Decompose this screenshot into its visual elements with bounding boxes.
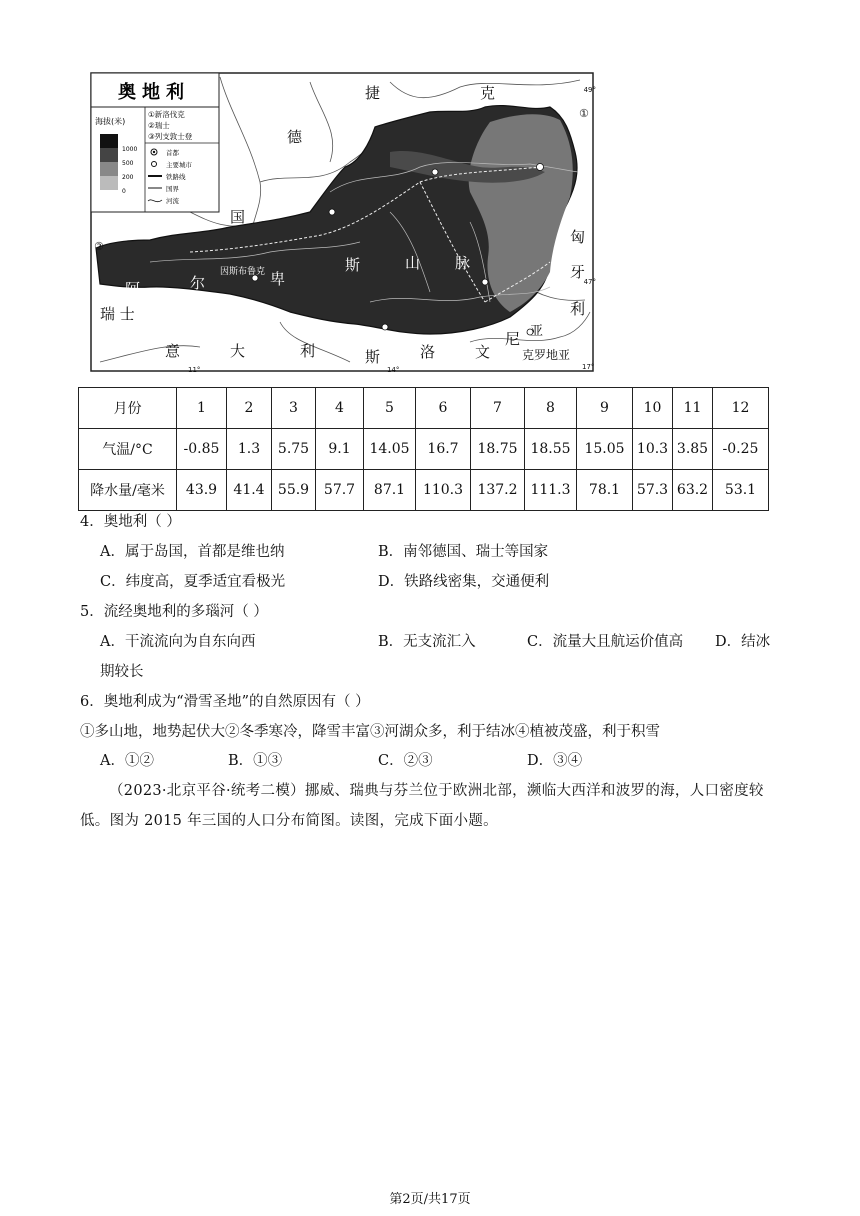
label-czech-1: 捷 [365, 84, 381, 102]
austria-map-svg [90, 72, 594, 372]
label-italy-2: 大 [230, 342, 246, 360]
table-row [79, 470, 769, 511]
label-hungary-2: 牙 [570, 263, 586, 281]
legend-numbered-3: ③列支敦士登 [148, 132, 193, 141]
table-cell: -0.85 [177, 429, 227, 470]
q6-option-d: D．③④ [527, 753, 583, 769]
map-title: 奥地利 [118, 82, 190, 103]
label-innsbruck: 因斯布鲁克 [220, 267, 266, 277]
label-slovenia-4: 尼 [505, 330, 521, 348]
page-footer: 第2页/共17页 [389, 1192, 471, 1207]
table-cell: 16.7 [416, 429, 471, 470]
label-lon14: 14° [387, 366, 400, 374]
table-cell: 4 [316, 388, 364, 429]
table-cell: 110.3 [416, 470, 471, 511]
q4-option-c: C．纬度高，夏季适宜看极光 [100, 574, 286, 590]
table-cell: 9 [577, 388, 633, 429]
label-slovenia-2: 洛 [420, 343, 436, 361]
table-cell: 7 [471, 388, 525, 429]
table-row-label: 气温/°C [79, 429, 177, 470]
q6-option-c: C．②③ [378, 753, 433, 769]
legend-numbered-1: ①新洛伐克 [148, 110, 185, 119]
legend-level-500: 500 [122, 160, 134, 167]
table-cell: 10.3 [633, 429, 673, 470]
label-alps-1: 阿 [125, 280, 141, 298]
q5-option-c: C．流量大且航运价值高 [527, 634, 684, 650]
legend-symbol-border: 国界 [166, 185, 179, 193]
table-cell: 14.05 [364, 429, 416, 470]
label-croatia: 克罗地亚 [522, 348, 571, 362]
city-marker [382, 324, 388, 330]
label-hungary-3: 利 [570, 300, 586, 318]
table-row-label: 月份 [79, 388, 177, 429]
label-lat47: 47° [583, 278, 596, 286]
legend-swatch-500 [100, 148, 118, 162]
table-cell: 63.2 [673, 470, 713, 511]
label-lat49: 49° [583, 86, 596, 94]
table-cell: 1.3 [227, 429, 272, 470]
capital-marker [537, 164, 544, 171]
q5-option-b: B．无支流汇入 [378, 634, 476, 650]
q6-statements: ①多山地，地势起伏大②冬季寒冷，降雪丰富③河湖众多，利于结冰④植被茂盛，利于积雪 [80, 724, 660, 740]
table-row [79, 429, 769, 470]
legend-swatch-1000 [100, 134, 118, 148]
table-cell: 18.55 [525, 429, 577, 470]
q5-option-d-continued: 期较长 [100, 664, 144, 680]
table-cell: 43.9 [177, 470, 227, 511]
legend-symbol-river: 河流 [166, 197, 179, 205]
legend-symbol-railway: 铁路线 [166, 173, 186, 181]
table-cell: 15.05 [577, 429, 633, 470]
climate-table [78, 387, 769, 511]
q4-option-b: B．南邻德国、瑞士等国家 [378, 544, 549, 560]
label-alps-5: 山 [405, 254, 421, 272]
q4-option-a: A．属于岛国，首都是维也纳 [100, 544, 285, 560]
table-cell: 5 [364, 388, 416, 429]
label-circle-2: ② [94, 240, 104, 253]
label-germany-guo: 国 [230, 208, 246, 226]
legend-swatch-0 [100, 176, 118, 190]
city-symbol-icon [152, 162, 157, 167]
label-hungary-1: 匈 [570, 228, 586, 246]
table-cell: 137.2 [471, 470, 525, 511]
label-alps-3: 卑 [270, 270, 286, 288]
q4-option-d: D．铁路线密集，交通便利 [378, 574, 550, 590]
label-slovenia-ya: 亚 [530, 324, 544, 339]
table-cell: 78.1 [577, 470, 633, 511]
legend-level-200: 200 [122, 174, 134, 181]
legend-swatch-200 [100, 162, 118, 176]
next-question-intro: （2023·北京平谷·统考二模）挪威、瑞典与芬兰位于欧洲北部，濒临大西洋和波罗的海，人口密度较低。图为 2015 年三国的人口分布简图。读图，完成下面小题。 [80, 783, 764, 829]
city-marker [482, 279, 488, 285]
label-germany-de: 德 [287, 128, 303, 146]
table-cell: 8 [525, 388, 577, 429]
label-czech-2: 克 [480, 84, 496, 102]
table-cell: 1 [177, 388, 227, 429]
q4-stem: 4．奥地利（ ） [80, 514, 181, 530]
table-cell: 18.75 [471, 429, 525, 470]
table-cell: 111.3 [525, 470, 577, 511]
label-slovenia-3: 文 [475, 343, 491, 361]
label-switzerland: 瑞 士 [100, 305, 135, 323]
table-cell: 3.85 [673, 429, 713, 470]
legend-symbol-capital: 首都 [166, 149, 179, 157]
label-alps-2: 尔 [190, 274, 206, 292]
table-cell: 11 [673, 388, 713, 429]
label-alps-6: 脉 [455, 254, 471, 272]
table-cell: 6 [416, 388, 471, 429]
legend-level-1000: 1000 [122, 146, 138, 153]
q5-option-a: A．干流流向为自东向西 [100, 634, 256, 650]
table-cell: 57.3 [633, 470, 673, 511]
table-cell: 53.1 [713, 470, 769, 511]
legend-numbered-2: ②瑞士 [148, 121, 170, 130]
table-row-label: 降水量/毫米 [79, 470, 177, 511]
q6-option-a: A．①② [100, 753, 154, 769]
label-slovenia-1: 斯 [365, 348, 381, 366]
q5-stem: 5．流经奥地利的多瑙河（ ） [80, 604, 268, 620]
label-circle-1: ① [579, 107, 589, 120]
table-cell: -0.25 [713, 429, 769, 470]
table-cell: 55.9 [272, 470, 316, 511]
label-italy-1: 意 [165, 342, 181, 360]
label-lon11: 11° [188, 366, 201, 374]
q6-stem: 6．奥地利成为“滑雪圣地”的自然原因有（ ） [80, 694, 370, 710]
q5-option-d: D．结冰 [715, 634, 771, 650]
table-row [79, 388, 769, 429]
map-legend [91, 107, 219, 212]
q6-option-b: B．①③ [228, 753, 283, 769]
table-cell: 2 [227, 388, 272, 429]
table-cell: 10 [633, 388, 673, 429]
legend-elevation-title: 海拔(米) [95, 117, 126, 126]
table-cell: 12 [713, 388, 769, 429]
label-alps-4: 斯 [345, 256, 361, 274]
city-marker [432, 169, 438, 175]
legend-symbol-city: 主要城市 [166, 161, 192, 169]
label-lon17: 17° [582, 363, 595, 371]
label-italy-3: 利 [300, 342, 316, 360]
legend-level-0: 0 [122, 188, 126, 195]
austria-map [90, 72, 594, 372]
table-cell: 87.1 [364, 470, 416, 511]
city-marker [329, 209, 335, 215]
table-cell: 5.75 [272, 429, 316, 470]
table-cell: 41.4 [227, 470, 272, 511]
table-cell: 9.1 [316, 429, 364, 470]
table-cell: 57.7 [316, 470, 364, 511]
table-cell: 3 [272, 388, 316, 429]
